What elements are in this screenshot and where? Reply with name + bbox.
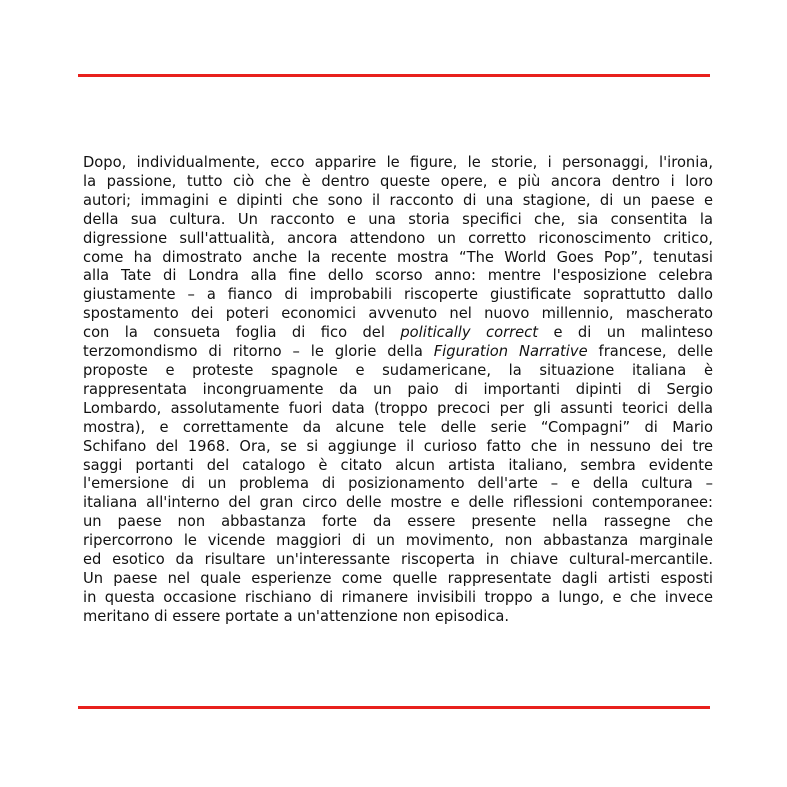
italic-phrase: politically correct — [400, 324, 539, 342]
paragraph-line — [83, 192, 713, 211]
paragraph-line — [83, 513, 713, 532]
text-run: rappresentata incongruamente da un paio di importanti dipinti di Sergio — [83, 380, 713, 398]
paragraph-line — [83, 494, 713, 513]
text-run: mostra), e correttamente da alcune tele delle serie “Compagni” di Mario — [83, 418, 713, 436]
paragraph-line — [83, 173, 713, 192]
text-run: alla Tate di Londra alla fine dello scorso anno: mentre l'esposizione celebra — [83, 267, 713, 285]
text-run: in questa occasione rischiano di rimanere invisibili troppo a lungo, e che invece — [83, 588, 713, 606]
text-run: francese, delle — [587, 343, 713, 361]
text-run: come ha dimostrato anche la recente mostra “The World Goes Pop”, tenutasi — [83, 248, 713, 266]
top-red-rule — [78, 74, 710, 77]
text-run: proposte e proteste spagnole e sudamericane, la situazione italiana è — [83, 361, 713, 379]
paragraph-line — [83, 457, 713, 476]
text-run: ed esotico da risultare un'interessante riscoperta in chiave cultural-mercantile. — [83, 551, 713, 569]
text-run: Dopo, individualmente, ecco apparire le figure, le storie, i personaggi, l'ironia, — [83, 154, 713, 171]
paragraph-line — [83, 475, 713, 494]
paragraph-line — [83, 419, 713, 438]
paragraph-line — [83, 400, 713, 419]
text-run: l'emersione di un problema di posizionamento dell'arte – e della cultura – — [83, 475, 713, 493]
text-run: spostamento dei poteri economici avvenuto nel nuovo millennio, mascherato — [83, 305, 713, 323]
paragraph-line — [83, 570, 713, 589]
text-run: Schifano del 1968. Ora, se si aggiunge il curioso fatto che in nessuno dei tre — [83, 437, 713, 455]
text-run: terzomondismo di ritorno – le glorie della — [83, 343, 434, 361]
text-run: giustamente – a fianco di improbabili riscoperte giustificate soprattutto dallo — [83, 286, 713, 304]
paragraph-line — [83, 362, 713, 381]
body-paragraph — [83, 154, 713, 627]
paragraph-line — [83, 381, 713, 400]
text-run: della sua cultura. Un racconto e una storia specifici che, sia consentita la — [83, 210, 713, 228]
text-run: e di un malinteso — [538, 324, 713, 342]
text-run: autori; immagini e dipinti che sono il racconto di una stagione, di un paese e — [83, 191, 713, 209]
paragraph-line — [83, 438, 713, 457]
bottom-red-rule — [78, 706, 710, 709]
text-run: con la consueta foglia di fico del — [83, 324, 401, 342]
italic-phrase: Figuration Narrative — [433, 343, 588, 361]
paragraph-line — [83, 551, 713, 570]
paragraph-line — [83, 532, 713, 551]
paragraph-line — [83, 267, 713, 286]
text-run: italiana all'interno del gran circo delle mostre e delle riflessioni contemporanee: — [83, 494, 713, 512]
paragraph-line — [83, 230, 713, 249]
paragraph-line — [83, 211, 713, 230]
text-run: un paese non abbastanza forte da essere presente nella rassegne che — [83, 513, 713, 531]
paragraph-line — [83, 305, 713, 324]
paragraph-line — [83, 286, 713, 305]
text-run: digressione sull'attualità, ancora attendono un corretto riconoscimento critico, — [83, 229, 713, 247]
text-run: meritano di essere portate a un'attenzione non episodica. — [83, 607, 510, 625]
text-run: Un paese nel quale esperienze come quelle rappresentate dagli artisti esposti — [83, 569, 713, 587]
paragraph-line — [83, 343, 713, 362]
text-run: saggi portanti del catalogo è citato alcun artista italiano, sembra evidente — [83, 456, 713, 474]
paragraph-line — [83, 608, 713, 627]
text-run: Lombardo, assolutamente fuori data (troppo precoci per gli assunti teorici della — [83, 399, 713, 417]
paragraph-line — [83, 589, 713, 608]
text-run: ripercorrono le vicende maggiori di un movimento, non abbastanza marginale — [83, 532, 713, 550]
text-run: la passione, tutto ciò che è dentro queste opere, e più ancora dentro i loro — [83, 172, 713, 190]
paragraph-line — [83, 249, 713, 268]
paragraph-line — [83, 324, 713, 343]
paragraph-line — [83, 154, 713, 173]
